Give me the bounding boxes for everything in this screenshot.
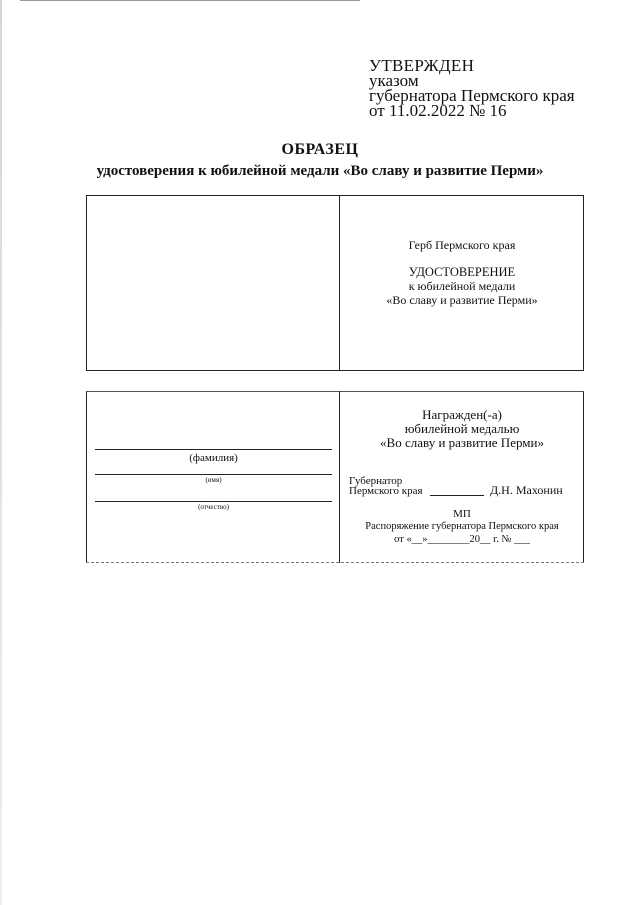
coat-of-arms-placeholder: Герб Пермского края — [408, 238, 516, 252]
approval-heading: УТВЕРЖДЕН — [369, 56, 475, 75]
signatory-name: Д.Н. Махонин — [490, 483, 563, 497]
surname-label: (фамилия) — [189, 452, 238, 464]
document-title: ОБРАЗЕЦ — [281, 141, 359, 158]
page-edge-shadow — [0, 0, 2, 905]
governor-title — [349, 476, 429, 496]
name-line — [95, 474, 332, 475]
awarded-line: Награжден(-а) — [422, 407, 502, 422]
inner-card-bottom-edge — [86, 562, 584, 563]
governor-title-line1: Губернатор — [349, 475, 403, 487]
cover-line-medal: к юбилейной медали — [408, 279, 516, 293]
cover-caption — [340, 265, 584, 307]
signature-line — [430, 495, 484, 496]
document-subtitle: удостоверения к юбилейной медали «Во славу и развитие Перми» — [96, 163, 544, 179]
governor-title-line2: Пермского края — [349, 485, 423, 497]
order-reference-line2: от «__»________20__ г. № ___ — [394, 534, 530, 545]
order-reference-line1: Распоряжение губернатора Пермского края — [365, 521, 559, 532]
approval-issuer: губернатора Пермского края — [369, 86, 575, 105]
surname-line — [95, 449, 332, 450]
awarded-medal-name: «Во славу и развитие Перми» — [380, 435, 544, 450]
patronymic-label: (отчество) — [198, 503, 229, 511]
stamp-place: МП — [453, 508, 471, 520]
approval-block — [369, 58, 619, 118]
awarded-text — [340, 408, 584, 450]
scan-artifact-top — [20, 0, 360, 1]
cover-heading: УДОСТОВЕРЕНИЕ — [408, 265, 516, 279]
cover-line-medal-name: «Во славу и развитие Перми» — [386, 293, 538, 307]
approval-decree: указом — [369, 71, 419, 90]
approval-date-number: от 11.02.2022 № 16 — [369, 101, 507, 120]
name-label: (имя) — [205, 476, 222, 484]
awarded-medal-line: юбилейной медалью — [404, 421, 520, 436]
order-reference — [340, 520, 584, 546]
patronymic-line — [95, 501, 332, 502]
